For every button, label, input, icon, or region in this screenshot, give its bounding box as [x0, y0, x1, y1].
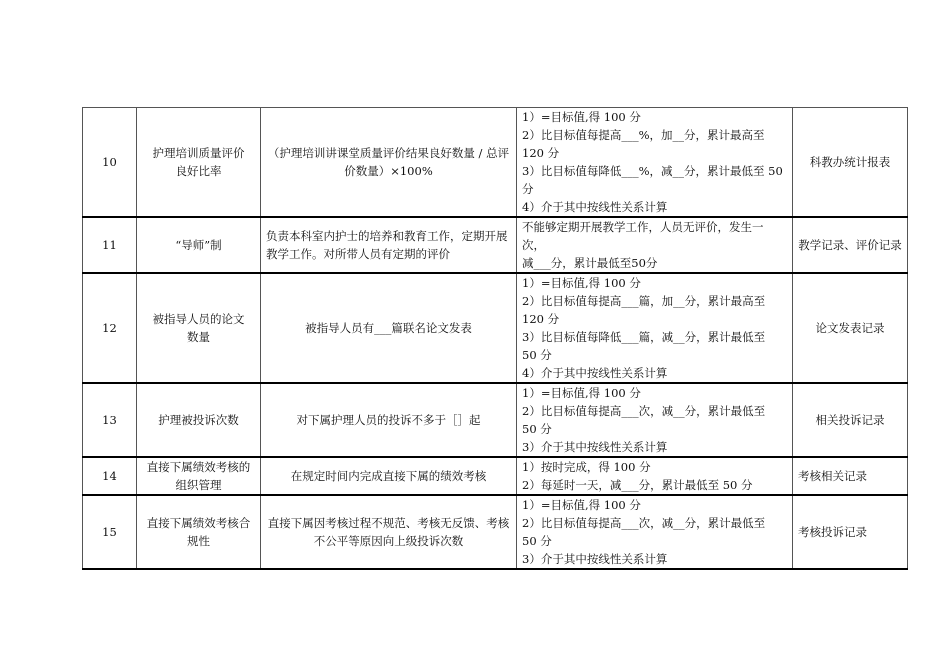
- scoring-line: 3）介于其中按线性关系计算: [522, 552, 668, 566]
- row-number: 14: [83, 457, 137, 495]
- scoring-line: 1）=目标值,得 100 分: [522, 276, 641, 290]
- data-source: 科教办统计报表: [793, 108, 908, 218]
- scoring-line: 减___分，累计最低至50分: [522, 256, 658, 270]
- scoring-line: 3）比目标值每降低___篇，减__分，累计最低至: [522, 330, 766, 344]
- data-source: 论文发表记录: [793, 273, 908, 383]
- indicator-definition: 负责本科室内护士的培养和教育工作，定期开展教学工作。对所带人员有定期的评价: [261, 217, 517, 273]
- row-number: 11: [83, 217, 137, 273]
- row-number: 12: [83, 273, 137, 383]
- indicator-name: 护理培训质量评价良好比率: [137, 108, 261, 218]
- row-number: 15: [83, 495, 137, 569]
- scoring-line: 2）每延时一天，减___分，累计最低至 50 分: [522, 478, 753, 492]
- row-number: 13: [83, 383, 137, 457]
- scoring-line: 分: [522, 182, 534, 196]
- scoring-line: 120 分: [522, 146, 560, 160]
- scoring-line: 不能够定期开展教学工作，人员无评价，发生一: [522, 220, 764, 234]
- scoring-line: 4）介于其中按线性关系计算: [522, 200, 668, 214]
- scoring-rules: [517, 217, 793, 273]
- indicator-definition: 对下属护理人员的投诉不多于［］起: [261, 383, 517, 457]
- scoring-rules: [517, 108, 793, 218]
- data-source: 教学记录、评价记录: [793, 217, 908, 273]
- scoring-line: 1）=目标值,得 100 分: [522, 110, 641, 124]
- table-row: [83, 495, 908, 569]
- scoring-line: 2）比目标值每提高___次，减__分，累计最低至: [522, 516, 766, 530]
- scoring-line: 50 分: [522, 348, 552, 362]
- scoring-line: 3）比目标值每降低___%，减__分，累计最低至 50: [522, 164, 783, 178]
- scoring-line: 2）比目标值每提高___%，加__分，累计最高至: [522, 128, 765, 142]
- table-row: [83, 217, 908, 273]
- table-row: [83, 457, 908, 495]
- scoring-line: 50 分: [522, 534, 552, 548]
- indicator-name: 直接下属绩效考核的组织管理: [137, 457, 261, 495]
- scoring-line: 1）=目标值,得 100 分: [522, 498, 641, 512]
- table-row: [83, 273, 908, 383]
- data-source: 考核相关记录: [793, 457, 908, 495]
- indicator-definition: 被指导人员有___篇联名论文发表: [261, 273, 517, 383]
- data-source: 考核投诉记录: [793, 495, 908, 569]
- indicator-definition: 在规定时间内完成直接下属的绩效考核: [261, 457, 517, 495]
- scoring-line: 120 分: [522, 312, 560, 326]
- indicator-definition: （护理培训讲课堂质量评价结果良好数量 / 总评价数量）×100%: [261, 108, 517, 218]
- scoring-line: 1）=目标值,得 100 分: [522, 386, 641, 400]
- indicator-name: 直接下属绩效考核合规性: [137, 495, 261, 569]
- scoring-line: 50 分: [522, 422, 552, 436]
- scoring-line: 2）比目标值每提高___篇，加__分，累计最高至: [522, 294, 766, 308]
- table-row: [83, 108, 908, 218]
- scoring-line: 3）介于其中按线性关系计算: [522, 440, 668, 454]
- scoring-line: 次，: [522, 238, 545, 252]
- indicator-name: “导师”制: [137, 217, 261, 273]
- scoring-rules: [517, 383, 793, 457]
- data-source: 相关投诉记录: [793, 383, 908, 457]
- scoring-line: 2）比目标值每提高___次，减__分，累计最低至: [522, 404, 766, 418]
- kpi-table: [82, 107, 908, 570]
- scoring-rules: [517, 495, 793, 569]
- row-number: 10: [83, 108, 137, 218]
- scoring-line: 1）按时完成，得 100 分: [522, 460, 651, 474]
- scoring-rules: [517, 273, 793, 383]
- table-row: [83, 383, 908, 457]
- scoring-line: 4）介于其中按线性关系计算: [522, 366, 668, 380]
- indicator-name: 被指导人员的论文数量: [137, 273, 261, 383]
- indicator-name: 护理被投诉次数: [137, 383, 261, 457]
- scoring-rules: [517, 457, 793, 495]
- indicator-definition: 直接下属因考核过程不规范、考核无反馈、考核不公平等原因向上级投诉次数: [261, 495, 517, 569]
